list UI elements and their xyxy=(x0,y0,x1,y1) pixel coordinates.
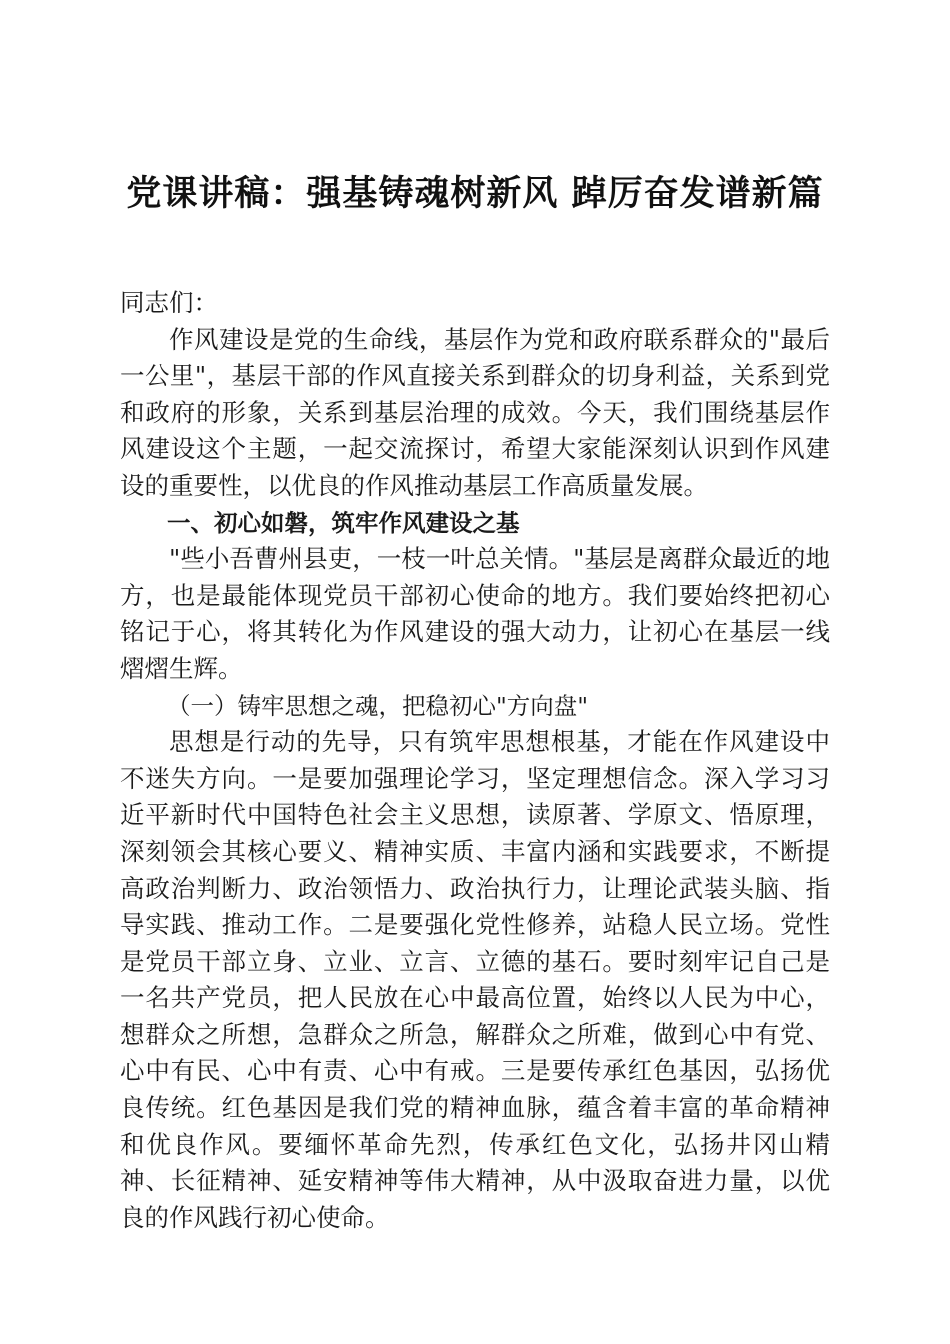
salutation: 同志们： xyxy=(120,288,218,317)
subsection-heading: （一）铸牢思想之魂，把稳初心"方向盘" xyxy=(167,691,589,720)
document-body xyxy=(120,285,830,1236)
subsection-paragraph: 思想是行动的先导，只有筑牢思想根基，才能在作风建设中不迷失方向。一是要加强理论学习，坚定理想信念。深入学习习近平新时代中国特色社会主义思想，读原著、学原文、悟原理，深刻领会其核心要义、精神实质、丰富内涵和实践要求，不断提高政治判断力、政治领悟力、政治执行力，让理论武装头脑、指导实践、推动工作。二是要强化党性修养，站稳人民立场。党性是党员干部立身、立业、立言、立德的基石。要时刻牢记自己是一名共产党员，把人民放在心中最高位置，始终以人民为中心，想群众之所想，急群众之所急，解群众之所难，做到心中有党、心中有民、心中有责、心中有戒。三是要传承红色基因，弘扬优良传统。红色基因是我们党的精神血脉，蕴含着丰富的革命精神和优良作风。要缅怀革命先烈，传承红色文化，弘扬井冈山精神、长征精神、延安精神等伟大精神，从中汲取奋进力量，以优良的作风践行初心使命。 xyxy=(120,727,830,1232)
section-heading: 一、初心如磐，筑牢作风建设之基 xyxy=(167,508,520,537)
intro-paragraph: 作风建设是党的生命线，基层作为党和政府联系群众的"最后一公里"，基层干部的作风直接关系到群众的切身利益，关系到党和政府的形象，关系到基层治理的成效。今天，我们围绕基层作风建设这个主题，一起交流探讨，希望大家能深刻认识到作风建设的重要性，以优良的作风推动基层工作高质量发展。 xyxy=(120,324,830,500)
document-title: 党课讲稿：强基铸魂树新风 踔厉奋发谱新篇 xyxy=(126,173,824,214)
section-paragraph: "些小吾曹州县吏，一枝一叶总关情。"基层是离群众最近的地方，也是最能体现党员干部初心使命的地方。我们要始终把初心铭记于心，将其转化为作风建设的强大动力，让初心在基层一线熠熠生辉。 xyxy=(120,544,830,683)
